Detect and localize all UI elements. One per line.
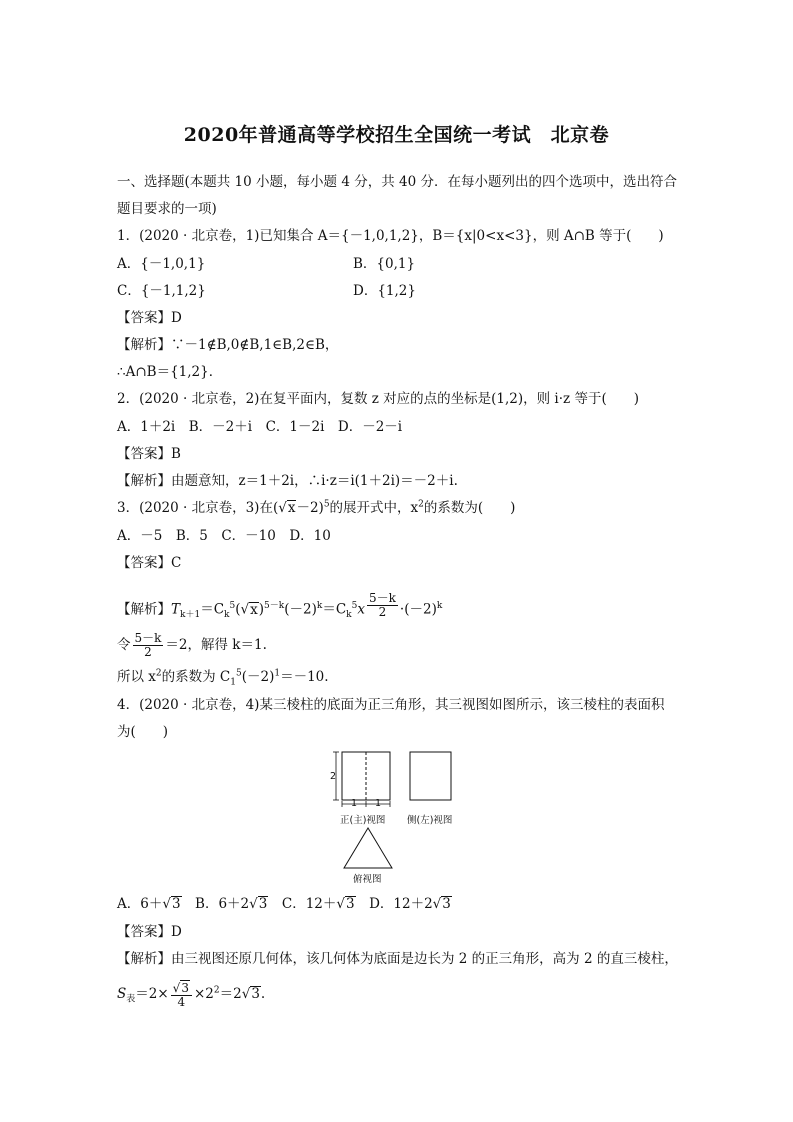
q3-formula: ＝C — [200, 601, 225, 618]
analysis-label: 【解析】 — [117, 601, 171, 618]
q3-formula: k — [224, 610, 230, 621]
q1-answer-value: D — [171, 310, 182, 326]
q3-formula: 5－k — [369, 591, 396, 605]
q4-root: 3 — [258, 896, 268, 912]
q3-stem: 3．(2020 · 北京卷，3)在$(√x-2)^5$的展开式中，$x^2$的系数为( ) — [117, 499, 516, 516]
q4-root: 3 — [442, 896, 451, 912]
q3-exponent: 5 — [323, 499, 330, 510]
q3-text: 1 — [274, 668, 281, 679]
top-view-caption: 俯视图 — [353, 874, 382, 885]
q3-text: 1 — [230, 677, 236, 688]
q3-formula: k — [316, 601, 323, 611]
q1-stem: 1．(2020 · 北京卷，1)已知集合 A＝{－1,0,1,2}，B＝{x|0<x<3}，则 A∩B 等于( ) — [117, 228, 664, 244]
q4-option-b: B．6＋2 — [195, 896, 250, 912]
q3-fraction — [133, 632, 164, 659]
q3-exponent: 2 — [418, 499, 424, 510]
q4-formula: ＝2 — [219, 986, 242, 1002]
q4-root: 3 — [171, 896, 181, 912]
q4-answer-value: D — [171, 924, 182, 940]
q3-options: A．－5 B．5 C．－10 D．10 — [117, 528, 331, 544]
q3-formula: (－2) — [284, 601, 317, 618]
q3-formula: ) — [258, 601, 265, 618]
q3-frac-den: 2 — [144, 645, 152, 659]
q3-answer-value: C — [171, 555, 182, 571]
q4-formula: . — [260, 986, 266, 1002]
answer-label: 【答案】 — [117, 446, 171, 462]
q3-text: 的系数为 C — [161, 669, 231, 685]
q2-analysis-text: 由题意知，z＝1＋2i，∴i·z＝i(1＋2i)＝－2＋i. — [171, 473, 458, 489]
q4-analysis-text: 由三视图还原几何体，该几何体为底面是边长为 2 的正三角形，高为 2 的直三棱柱， — [171, 951, 678, 967]
q4-root: 3 — [345, 896, 355, 912]
q1-analysis — [117, 336, 338, 354]
q4-formula: 表 — [126, 994, 136, 1005]
q3-stem-part: 的展开式中，x — [329, 500, 419, 516]
q3-formula: x — [250, 601, 258, 618]
q3-analysis-cont2 — [117, 668, 329, 686]
q2-stem: 2．(2020 · 北京卷，2)在复平面内，复数 z 对应的点的坐标是(1,2)，则 i·z 等于( ) — [117, 391, 639, 407]
q3-analysis: 【解析】$T_{k+1}=C_k^5(√x)^{5-k}(-2)^k=C_k^5x$ $^{\frac{5-k}{2}}$ $\cdot(-2)^k$ — [117, 591, 443, 621]
figure-width-label: 1 — [351, 798, 358, 809]
q4-formula: S — [117, 986, 127, 1002]
q4-analysis — [117, 950, 678, 968]
analysis-label: 【解析】 — [117, 473, 171, 489]
q4-formula: 2 — [213, 985, 220, 996]
q3-stem-part: 3．(2020 · 北京卷，3)在( — [117, 500, 279, 516]
front-view-caption: 正(主)视图 — [340, 815, 386, 826]
q3-analysis-cont — [117, 632, 267, 659]
q1-option-a: A．{－1,0,1} — [117, 256, 206, 272]
figure-width-label: 1 — [375, 798, 382, 809]
q1-option-b: B．{0,1} — [353, 256, 416, 272]
q1-option-c: C．{－1,1,2} — [117, 283, 206, 299]
q3-formula: 5－k — [264, 601, 285, 611]
q4-options: A．6＋√3 B．6＋2√3 C．12＋√3 D．12＋2√3 — [117, 896, 451, 912]
section-intro-cont: 题目要求的一项) — [117, 201, 217, 217]
answer-label: 【答案】 — [117, 924, 171, 940]
q4-frac-num: √3 — [171, 980, 192, 996]
q3-text: ＝2，解得 k＝1. — [165, 637, 267, 653]
q3-formula: x — [357, 601, 365, 618]
q4-analysis-cont: $S_表=2\times$ $\frac{√3}{4}$ $\times 2^2=2√3$. — [117, 981, 266, 1009]
q3-formula: ( — [235, 601, 241, 618]
analysis-label: 【解析】 — [117, 951, 171, 967]
q4-root: 3 — [181, 981, 189, 995]
q4-stem: 4．(2020 · 北京卷，4)某三棱柱的底面为正三角形，其三视图如图所示，该三棱柱的表面积 — [117, 697, 665, 713]
q3-stem-part: －2) — [296, 500, 324, 516]
q2-analysis — [117, 472, 458, 490]
q4-root: 3 — [251, 986, 260, 1002]
q3-sqrt: x — [287, 500, 296, 516]
three-view-figure — [330, 746, 470, 886]
q2-options: A．1＋2i B．－2＋i C．1－2i D．－2－i — [117, 419, 403, 435]
q3-formula: k＋1 — [180, 610, 201, 621]
q4-fraction — [171, 980, 192, 1009]
q2-answer — [117, 445, 181, 463]
q4-option-d: D．12＋2 — [369, 896, 433, 912]
q2-answer-value: B — [171, 446, 181, 462]
q3-formula — [365, 591, 400, 619]
q3-formula: k — [436, 601, 443, 611]
q4-formula: ×2 — [193, 986, 214, 1002]
q3-formula: T — [171, 601, 181, 618]
q4-option-a: A．6＋ — [117, 896, 163, 912]
q3-formula: ＝C — [322, 601, 347, 618]
q3-stem-part: 的系数为( ) — [423, 500, 516, 516]
answer-label: 【答案】 — [117, 310, 171, 326]
q4-frac-den: 4 — [177, 995, 186, 1009]
answer-label: 【答案】 — [117, 555, 171, 571]
q1-answer — [117, 309, 182, 327]
q4-answer — [117, 923, 182, 941]
q1-option-d: D．{1,2} — [353, 283, 416, 299]
q3-text: 令 — [117, 637, 131, 653]
figure-height-label: 2 — [330, 771, 337, 782]
q3-formula: 5 — [351, 601, 358, 611]
q3-formula: 2 — [378, 605, 387, 619]
q3-text: ＝－10. — [280, 669, 329, 685]
q1-analysis-cont: ∴A∩B＝{1,2}． — [117, 364, 223, 380]
document-title: 2020年普通高等学校招生全国统一考试 北京卷 — [183, 124, 610, 146]
q3-text: 所以 x — [117, 669, 156, 685]
q4-option-c: C．12＋ — [281, 896, 337, 912]
analysis-label: 【解析】 — [117, 337, 171, 353]
q3-text: (－2) — [241, 669, 275, 685]
q3-formula: k — [346, 610, 352, 621]
q3-answer — [117, 554, 181, 572]
section-intro: 一、选择题(本题共 10 小题，每小题 4 分，共 40 分．在每小题列出的四个选项中，选出符合 — [117, 174, 677, 190]
q3-formula: 5 — [229, 601, 236, 611]
q3-text: 2 — [155, 668, 162, 679]
q4-stem-cont: 为( ) — [117, 724, 169, 740]
q3-text: 5 — [236, 668, 242, 679]
side-view-caption: 侧(左)视图 — [407, 815, 453, 826]
q3-formula: ·(－2) — [399, 601, 437, 618]
q4-formula: ＝2× — [135, 986, 169, 1002]
q1-analysis-text: ∵－1∉B,0∉B,1∈B,2∈B， — [171, 337, 339, 353]
q3-frac-num: 5－k — [134, 631, 162, 645]
